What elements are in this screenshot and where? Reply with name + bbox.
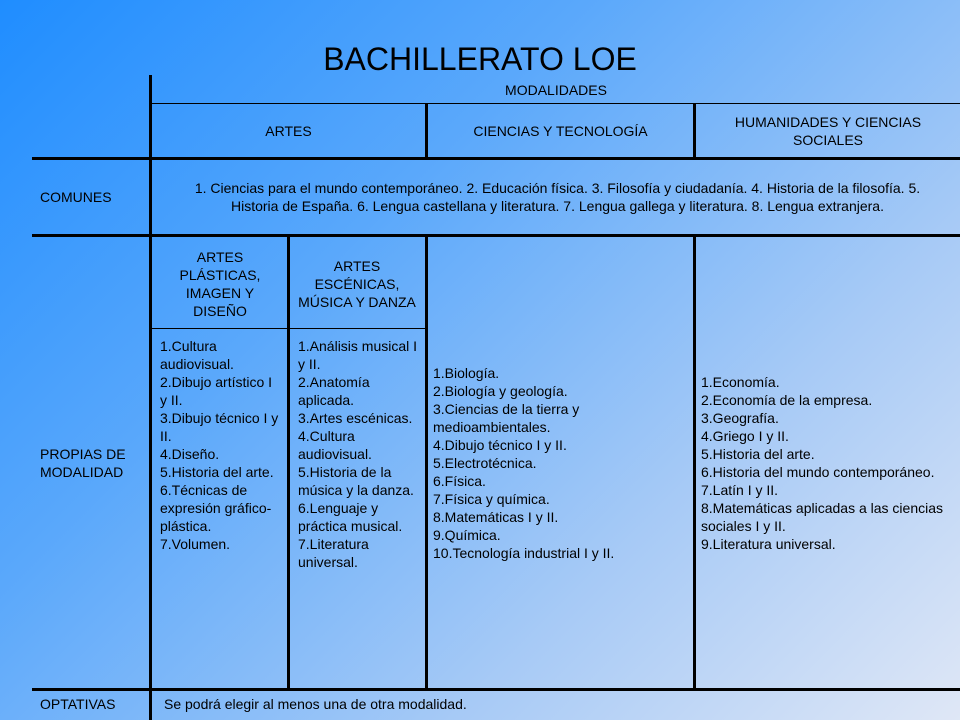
- comunes-label: COMUNES: [40, 189, 112, 205]
- artes-header: ARTES: [265, 122, 312, 139]
- propias-label: PROPIAS DE MODALIDAD: [40, 445, 126, 480]
- table-line: [693, 237, 696, 688]
- ciencias-header: CIENCIAS Y TECNOLOGÍA: [473, 122, 648, 139]
- page-title: BACHILLERATO LOE: [323, 41, 637, 77]
- artes-plasticas-title: ARTES PLÁSTICAS, IMAGEN Y DISEÑO: [179, 249, 261, 319]
- humanidades-list: 1.Economía. 2.Economía de la empresa. 3.Geografía. 4.Griego I y II. 5.Historia del arte. 6.Historia del mundo contemporáneo. 7.Latín I y II. 8.Matemáticas aplicadas a las ciencias sociales I y II. 9.Literatura universal.: [701, 373, 944, 552]
- optativas-text: Se podrá elegir al menos una de otra modalidad.: [164, 696, 467, 712]
- optativas-label: OPTATIVAS: [40, 696, 116, 712]
- table-line: [149, 75, 152, 720]
- artes-escenicas-list: 1.Análisis musical I y II. 2.Anatomía aplicada. 3.Artes escénicas. 4.Cultura audiovisual. 5.Historia de la música y la danza. 6.Lenguaje y práctica musical. 7.Literatura universal.: [298, 338, 418, 570]
- table-line: [425, 237, 428, 688]
- modalidades-header: MODALIDADES: [505, 82, 607, 98]
- comunes-text: 1. Ciencias para el mundo contemporáneo. 2. Educación física. 3. Filosofía y ciudadanía. 4. Historia de la filosofía. 5. Historia de España. 6. Lengua castellana y literatura. 7. Lengua gallega y literatura. 8. Lengua extranjera.: [194, 180, 921, 214]
- humanidades-header: HUMANIDADES Y CIENCIAS SOCIALES: [734, 113, 922, 148]
- table-line: [287, 237, 290, 688]
- artes-escenicas-title: ARTES ESCÉNICAS, MÚSICA Y DANZA: [298, 258, 416, 310]
- artes-plasticas-list: 1.Cultura audiovisual. 2.Dibujo artístico I y II. 3.Dibujo técnico I y II. 4.Diseño. 5.Historia del arte. 6.Técnicas de expresión gráfico-plástica. 7.Volumen.: [160, 338, 279, 552]
- ciencias-list: 1.Biología. 2.Biología y geología. 3.Ciencias de la tierra y medioambientales. 4.Dibujo técnico I y II. 5.Electrotécnica. 6.Física. 7.Física y química. 8.Matemáticas I y II. 9.Química. 10.Tecnología industrial I y II.: [433, 364, 615, 561]
